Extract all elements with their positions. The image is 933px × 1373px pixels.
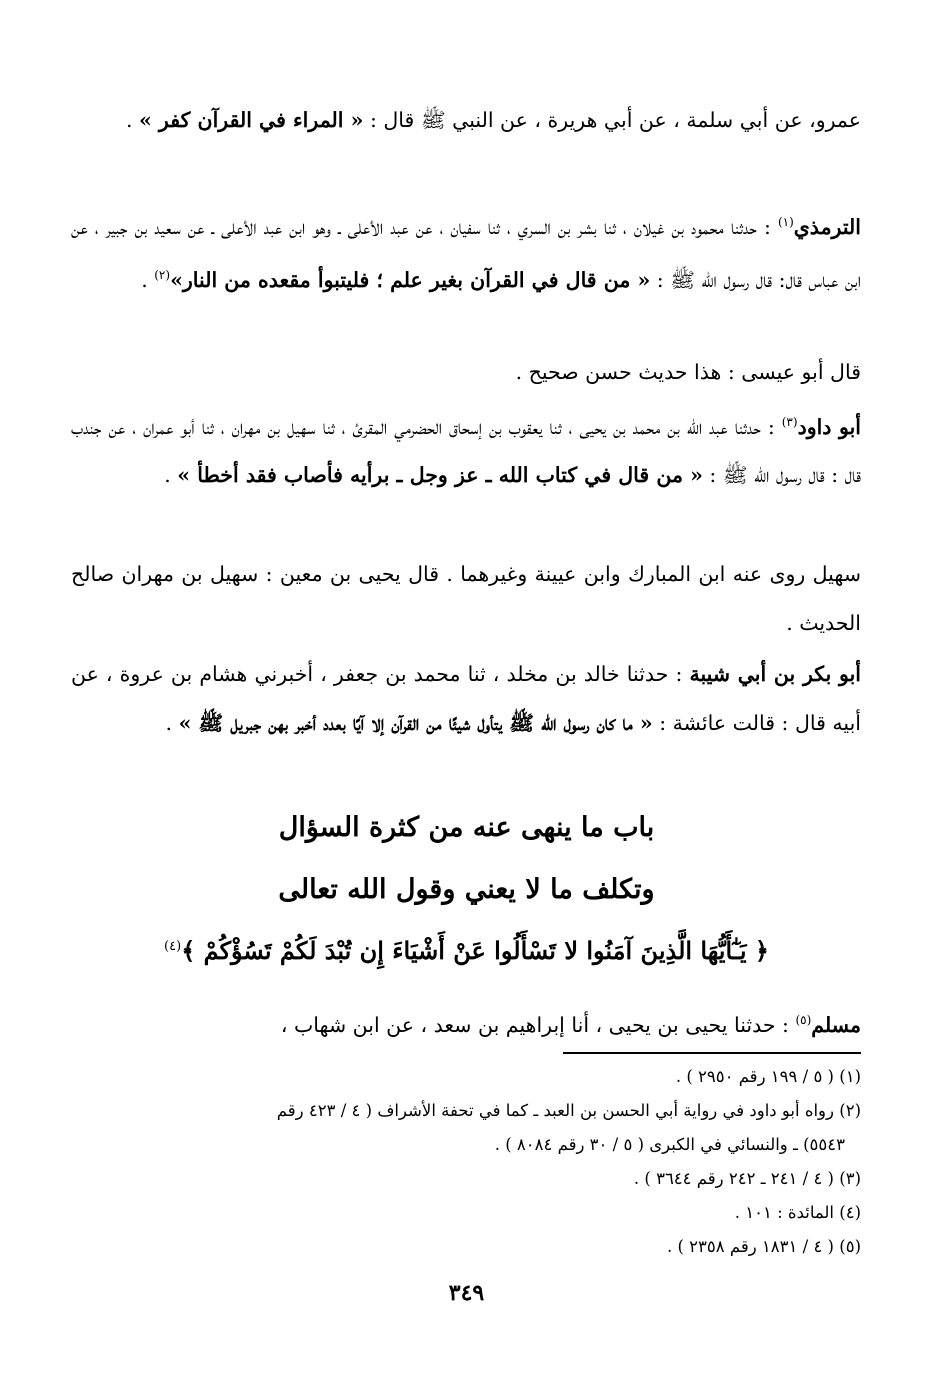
footnote-ref: (١): [777, 215, 794, 229]
paragraph-7: [71, 996, 861, 1049]
paragraph-6: [71, 650, 861, 747]
footnote-5: (٥) ( ٤ / ١٨٣١ رقم ٢٣٥٨ ) .: [666, 1237, 861, 1256]
footnote-3: (٣) ( ٤ / ٢٤١ ـ ٢٤٢ رقم ٣٦٤٤ ) .: [633, 1169, 861, 1188]
footnote-1: (١) ( ٥ / ١٩٩ رقم ٢٩٥٠ ) .: [675, 1067, 861, 1086]
narrator-name: أبو داود: [797, 414, 861, 439]
paragraph-text: : حدثنا محمود بن غيلان ، ثنا بشر بن السري ، ثنا سفيان ، عن عبد الأعلى ـ وهو ابن عبد الأعلى ـ عن سعيد بن جبير ، عن ابن عباس قال: قال رسول الله ﷺ :: [71, 214, 861, 293]
chapter-heading-line-1: باب ما ينهى عنه من كثرة السؤال: [278, 812, 655, 843]
quran-verse: [0, 936, 933, 965]
paragraph-end: .: [125, 108, 139, 132]
footnote-4: (٤) المائدة : ١٠١ .: [734, 1203, 861, 1222]
paragraph-text: عمرو، عن أبي سلمة ، عن أبي هريرة ، عن النبي ﷺ قال :: [363, 108, 861, 132]
page-number: ٣٤٩: [448, 1280, 485, 1306]
paragraph-text: : حدثنا خالد بن مخلد ، ثنا محمد بن جعفر ، أخبرني هشام بن عروة ، عن أبيه قال : قالت عائشة :: [71, 662, 861, 735]
narrator-name: الترمذي: [793, 214, 861, 239]
paragraph-text: : حدثنا عبد الله بن محمد بن يحيى ، ثنا يعقوب بن إسحاق الحضرمي المقرئ ، ثنا سهيل بن مهران ، ثنا أبو عمران ، عن جندب قال : قال رسول الله ﷺ :: [71, 414, 861, 488]
paragraph-end: .: [141, 268, 155, 293]
footnote-ref: (٣): [781, 415, 798, 429]
paragraph-text: : حدثنا يحيى بن يحيى ، أنا إبراهيم بن سعد ، عن ابن شهاب ،: [280, 1012, 796, 1037]
paragraph-2: [71, 198, 861, 305]
hadith-quote: « من قال في القرآن بغير علم ؛ فليتبوأ مقعده من النار»: [170, 268, 651, 293]
paragraph-4: [71, 398, 861, 500]
footnotes: [71, 1060, 861, 1264]
hadith-quote: « من قال في كتاب الله ـ عز وجل ـ برأيه فأصاب فقد أخطأ »: [177, 463, 703, 488]
verse-text: ﴿ يَـٰٓأَيُّهَا الَّذِينَ آمَنُوا لا تَسْأَلُوا عَنْ أَشْيَاءَ إِن تُبْدَ لَكُمْ تَسُؤْكُمْ ﴾: [181, 936, 769, 965]
paragraph-3: [71, 348, 861, 397]
narrator-name: مسلم: [811, 1012, 861, 1037]
paragraph-1: [71, 96, 861, 145]
narrator-name: أبو بكر بن أبي شيبة: [689, 662, 861, 686]
footnote-ref: (٢): [154, 268, 171, 283]
hadith-quote: « المراء في القرآن كفر »: [138, 108, 364, 132]
chapter-heading-line-2: وتكلف ما لا يعني وقول الله تعالى: [278, 874, 655, 905]
hadith-quote: « ما كان رسول الله ﷺ يتأول شيئًا من القرآن إلا آيًا بعدد أخبر بهن جبريل ﷺ »: [178, 710, 653, 735]
footnote-ref: (٤): [164, 939, 182, 954]
paragraph-end: .: [165, 710, 179, 735]
footnote-2-continued: ٥٥٤٣) ـ والنسائي في الكبرى ( ٥ / ٣٠ رقم ٨٠٨٤ ) .: [494, 1135, 845, 1154]
paragraph-text: قال أبو عيسى : هذا حديث حسن صحيح .: [515, 360, 861, 384]
paragraph-end: .: [164, 463, 178, 488]
paragraph-5: [71, 550, 861, 647]
paragraph-text: سهيل روى عنه ابن المبارك وابن عيينة وغيرهما . قال يحيى بن معين : سهيل بن مهران صالح الحديث .: [71, 562, 861, 635]
footnote-2: (٢) رواه أبو داود في رواية أبي الحسن بن العبد ـ كما في تحفة الأشراف ( ٤ / ٤٢٣ رقم: [276, 1101, 861, 1120]
footnote-divider: [563, 1052, 861, 1054]
footnote-ref: (٥): [795, 1013, 812, 1027]
